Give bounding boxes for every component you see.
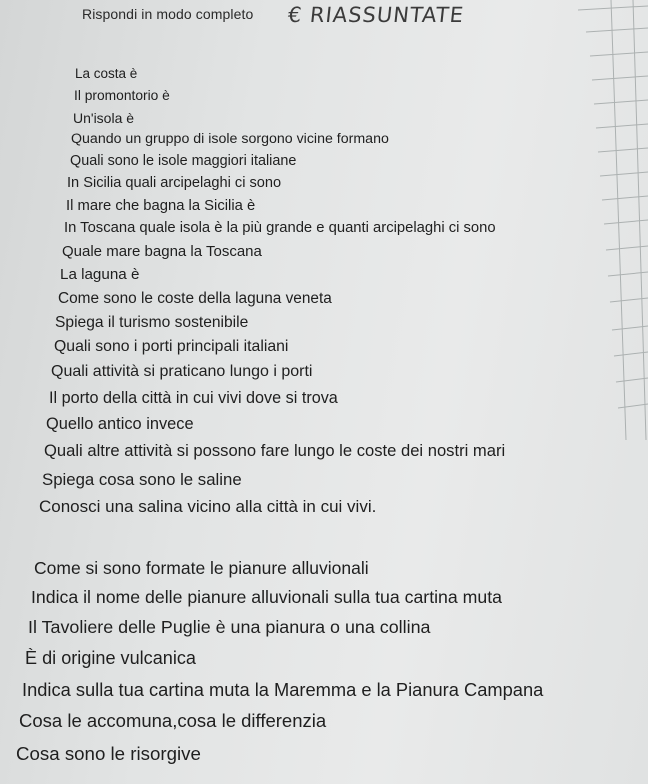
question-item: È di origine vulcanica	[25, 648, 196, 668]
question-item: Quale mare bagna la Toscana	[62, 243, 262, 260]
question-item: Indica sulla tua cartina muta la Maremma e la Pianura Campana	[22, 679, 544, 700]
question-item: Conosci una salina vicino alla città in cui vivi.	[39, 497, 377, 516]
question-item: Quali sono le isole maggiori italiane	[70, 153, 297, 169]
question-item: Come si sono formate le pianure alluvionali	[34, 558, 369, 578]
question-item: Quali attività si praticano lungo i porti	[51, 363, 313, 380]
question-item: La laguna è	[60, 266, 140, 283]
question-item: Il porto della città in cui vivi dove si trova	[49, 389, 338, 407]
question-item: La costa è	[75, 66, 138, 81]
question-item: Un'isola è	[73, 110, 135, 126]
worksheet-title: Rispondi in modo completo	[82, 6, 254, 22]
grid-paper-strip	[578, 0, 648, 440]
question-item: In Toscana quale isola è la più grande e quanti arcipelaghi ci sono	[64, 220, 496, 236]
question-item: Quali altre attività si possono fare lungo le coste dei nostri mari	[44, 441, 506, 460]
handwritten-note: € RIASSUNTATE	[286, 3, 466, 27]
question-item: Il Tavoliere delle Puglie è una pianura o una collina	[28, 617, 431, 637]
question-item: Quando un gruppo di isole sorgono vicine formano	[71, 131, 389, 147]
question-item: Come sono le coste della laguna veneta	[58, 290, 332, 307]
question-item: Cosa le accomuna,cosa le differenzia	[19, 710, 327, 731]
question-item: Spiega cosa sono le saline	[42, 470, 242, 489]
question-item: Spiega il turismo sostenibile	[55, 314, 249, 331]
question-item: In Sicilia quali arcipelaghi ci sono	[67, 175, 282, 191]
question-item: Il promontorio è	[74, 88, 170, 103]
question-item: Cosa sono le risorgive	[16, 743, 201, 764]
question-item: Quali sono i porti principali italiani	[54, 338, 289, 355]
question-item: Indica il nome delle pianure alluvionali sulla tua cartina muta	[31, 587, 502, 607]
question-item: Quello antico invece	[46, 415, 194, 433]
question-item: Il mare che bagna la Sicilia è	[66, 198, 256, 214]
